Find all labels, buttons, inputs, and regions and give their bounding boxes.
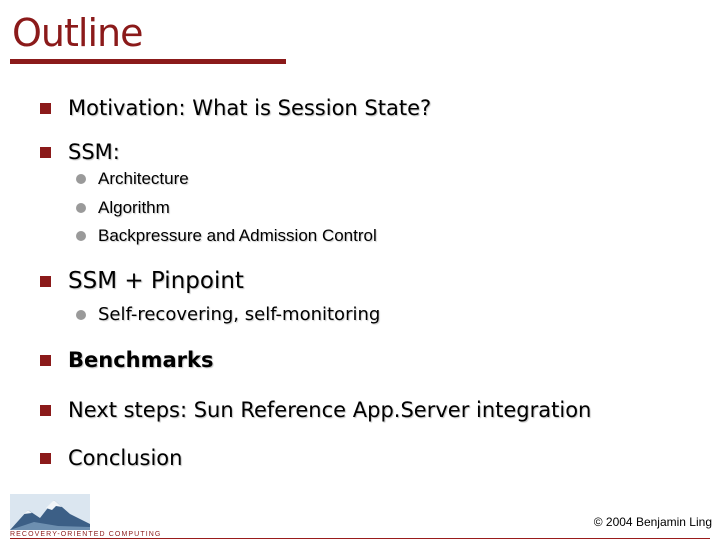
footer-divider [10,538,710,539]
slide-title: Outline [12,11,143,55]
bullet-text: SSM: [68,140,120,164]
round-bullet-icon [76,203,86,213]
bullet-text: Conclusion [68,446,183,470]
sub-bullet-text: Algorithm [98,198,170,217]
square-bullet-icon [40,355,51,366]
round-bullet-icon [76,231,86,241]
sub-bullet-text: Backpressure and Admission Control [98,226,377,245]
logo-caption: RECOVERY-ORIENTED COMPUTING [10,531,162,538]
bullet-text: Benchmarks [68,348,214,372]
square-bullet-icon [40,405,51,416]
sub-bullet-text: Self-recovering, self-monitoring [98,304,381,325]
title-underline [10,59,286,64]
round-bullet-icon [76,310,86,320]
copyright-text: © 2004 Benjamin Ling [593,515,712,529]
bullet-text: Next steps: Sun Reference App.Server integration [68,398,592,422]
round-bullet-icon [76,174,86,184]
square-bullet-icon [40,147,51,158]
square-bullet-icon [40,453,51,464]
bullet-text: Motivation: What is Session State? [68,96,432,120]
square-bullet-icon [40,103,51,114]
sub-bullet-text: Architecture [98,169,189,188]
bullet-text: SSM + Pinpoint [68,268,244,294]
square-bullet-icon [40,276,51,287]
